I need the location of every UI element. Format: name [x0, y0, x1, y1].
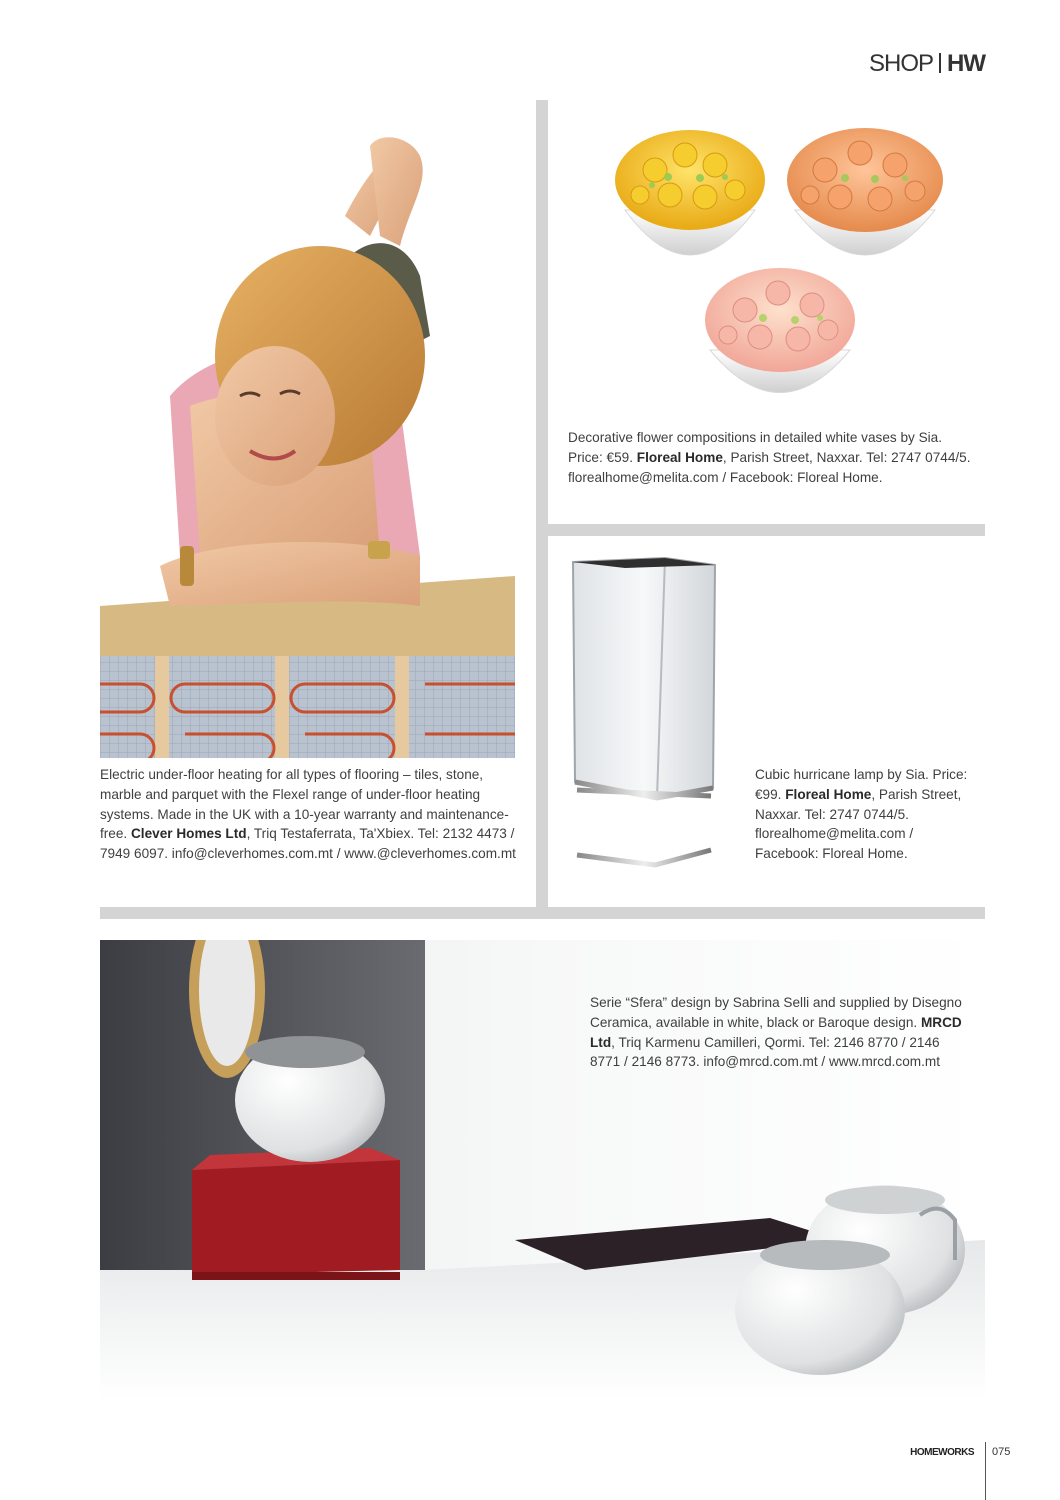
caption-text: Serie “Sfera” design by Sabrina Selli and supplied by Disegno Ceramica, available in white, black or Baroque design.	[590, 995, 962, 1030]
flower-vases-illustration	[600, 115, 980, 415]
caption-text: Cubic hurricane lamp by Sia. Price: €99.	[755, 767, 968, 802]
hurricane-lamp-photo	[565, 550, 725, 870]
page-number: 075	[992, 1446, 1011, 1458]
magazine-name: HOMEWORKS	[910, 1447, 974, 1458]
flower-vases-caption	[568, 428, 978, 487]
section-label: SHOP	[869, 50, 934, 77]
footer-divider	[985, 1442, 986, 1500]
page-header	[869, 50, 985, 78]
horizontal-divider-full	[100, 907, 985, 919]
sfera-caption	[590, 993, 965, 1072]
horizontal-divider-right	[548, 524, 985, 536]
header-divider	[939, 53, 941, 73]
underfloor-heating-caption	[100, 765, 520, 864]
brand-mark: HW	[947, 50, 985, 77]
caption-contact: , Parish Street, Naxxar. Tel: 2747 0744/5. florealhome@melita.com / Facebook: Floreal Home.	[568, 449, 971, 485]
hurricane-lamp-illustration	[565, 550, 725, 870]
caption-contact: , Triq Karmenu Camilleri, Qormi. Tel: 2146 8770 / 2146 8771 / 2146 8773. info@mrcd.com.mt / www.mrcd.com.mt	[590, 1034, 940, 1070]
hurricane-lamp-caption	[755, 765, 980, 864]
caption-text: Electric under-floor heating for all types of flooring – tiles, stone, marble and parquet with the Flexel range of under-floor heating systems. Made in the UK with a 10-year warranty and maintenance-free.	[100, 767, 509, 842]
flower-vases-photo	[600, 115, 980, 415]
caption-text: Decorative flower compositions in detailed white vases by Sia. Price: €59.	[568, 430, 943, 465]
company-name: Floreal Home	[785, 786, 872, 802]
company-name: Floreal Home	[636, 449, 723, 465]
company-name: Clever Homes Ltd	[130, 826, 247, 842]
caption-contact: , Triq Testaferrata, Ta'Xbiex. Tel: 2132 4473 / 7949 6097. info@cleverhomes.com.mt / www.@cleverhomes.com.mt	[100, 826, 516, 862]
vertical-divider	[536, 100, 548, 908]
company-name: MRCD Ltd	[590, 1014, 962, 1050]
caption-contact: , Parish Street, Naxxar. Tel: 2747 0744/5. florealhome@melita.com / Facebook: Floreal Home.	[755, 786, 962, 862]
underfloor-heating-illustration	[100, 86, 515, 758]
underfloor-heating-photo	[100, 86, 515, 758]
